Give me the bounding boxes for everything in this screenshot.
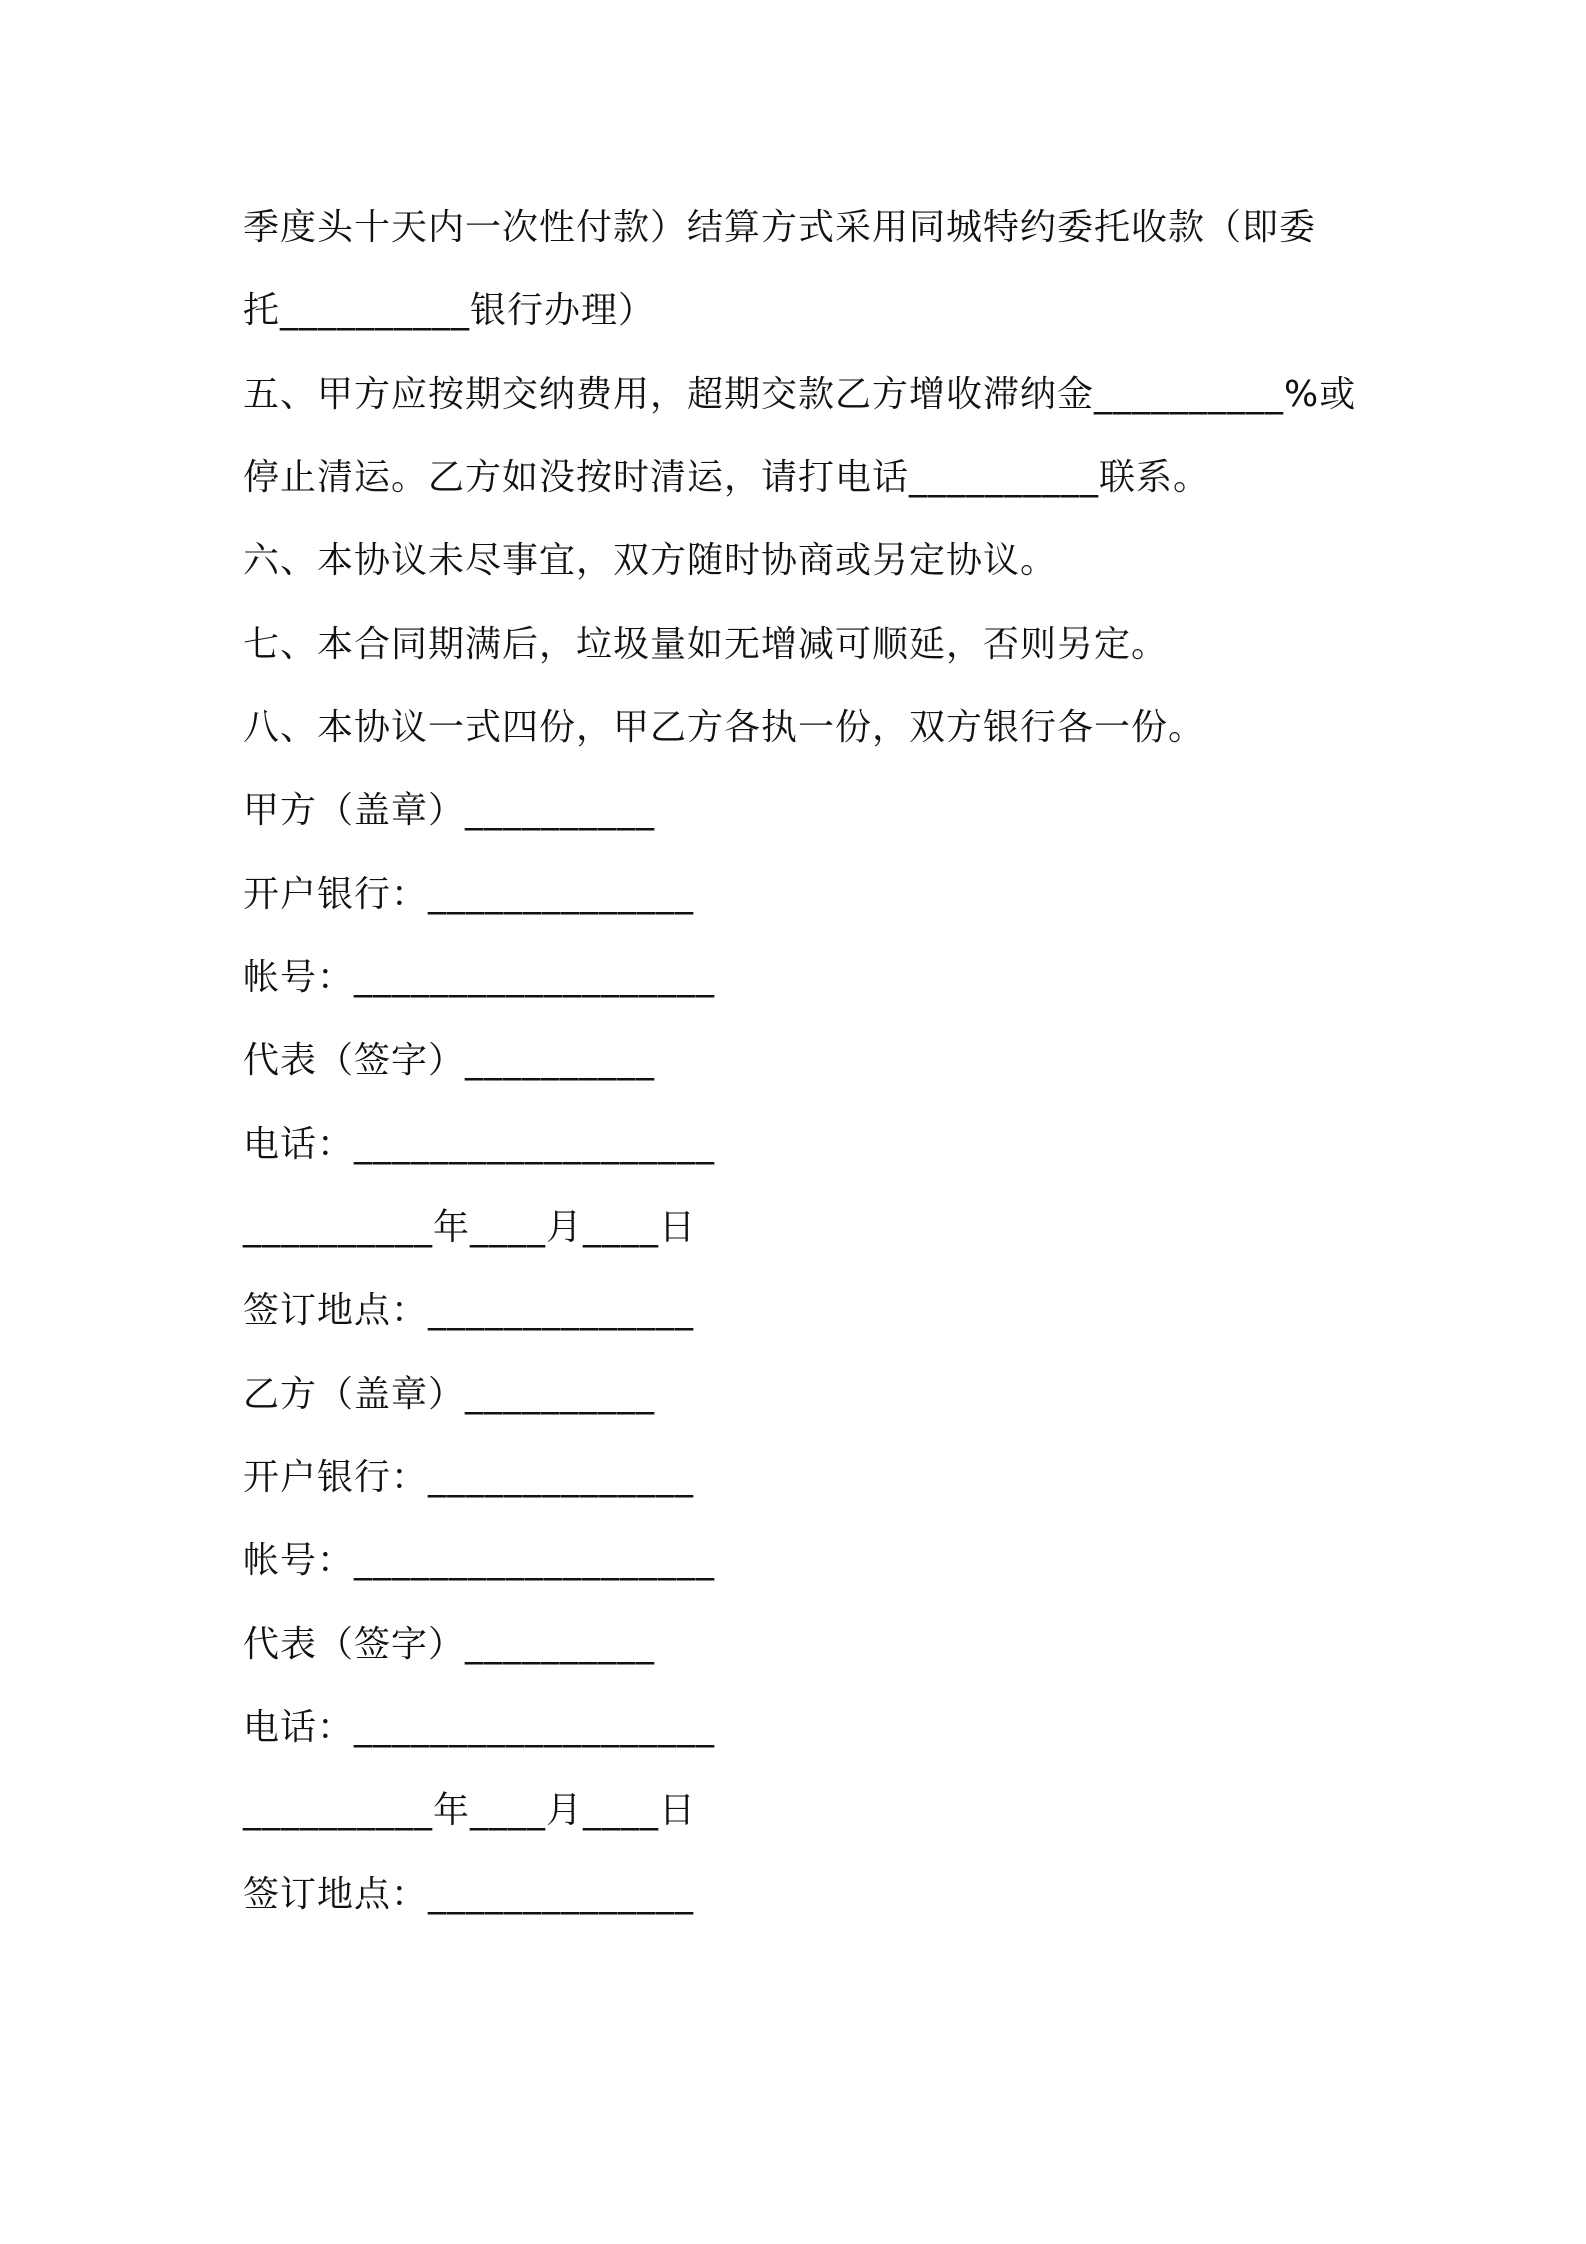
party-a-date-field: __________年____月____日 <box>243 1207 696 1248</box>
party-a-bank-field: 开户银行：______________ <box>243 874 695 915</box>
party-a-seal-field: 甲方（盖章）__________ <box>243 790 656 831</box>
party-a-phone-field: 电话：___________________ <box>243 1124 716 1165</box>
clause-six: 六、本协议未尽事宜，双方随时协商或另定协议。 <box>243 540 1058 581</box>
clause-five: 五、甲方应按期交纳费用，超期交款乙方增收滞纳金__________%或 <box>243 374 1357 415</box>
party-b-phone-field: 电话：___________________ <box>243 1707 716 1748</box>
party-b-date-field: __________年____月____日 <box>243 1790 696 1831</box>
clause-seven: 七、本合同期满后，垃圾量如无增减可顺延，否则另定。 <box>243 624 1169 665</box>
party-b-seal-field: 乙方（盖章）__________ <box>243 1374 656 1415</box>
paragraph-line: 停止清运。乙方如没按时清运，请打电话__________联系。 <box>243 457 1211 498</box>
party-a-place-field: 签订地点：______________ <box>243 1290 695 1331</box>
party-b-account-field: 帐号：___________________ <box>243 1540 716 1581</box>
party-a-representative-field: 代表（签字）__________ <box>243 1040 656 1081</box>
clause-eight: 八、本协议一式四份，甲乙方各执一份，双方银行各一份。 <box>243 707 1206 748</box>
paragraph-line: 季度头十天内一次性付款）结算方式采用同城特约委托收款（即委 <box>243 207 1317 248</box>
party-b-place-field: 签订地点：______________ <box>243 1874 695 1915</box>
party-a-account-field: 帐号：___________________ <box>243 957 716 998</box>
paragraph-line: 托__________银行办理） <box>243 290 656 331</box>
party-b-representative-field: 代表（签字）__________ <box>243 1624 656 1665</box>
party-b-bank-field: 开户银行：______________ <box>243 1457 695 1498</box>
